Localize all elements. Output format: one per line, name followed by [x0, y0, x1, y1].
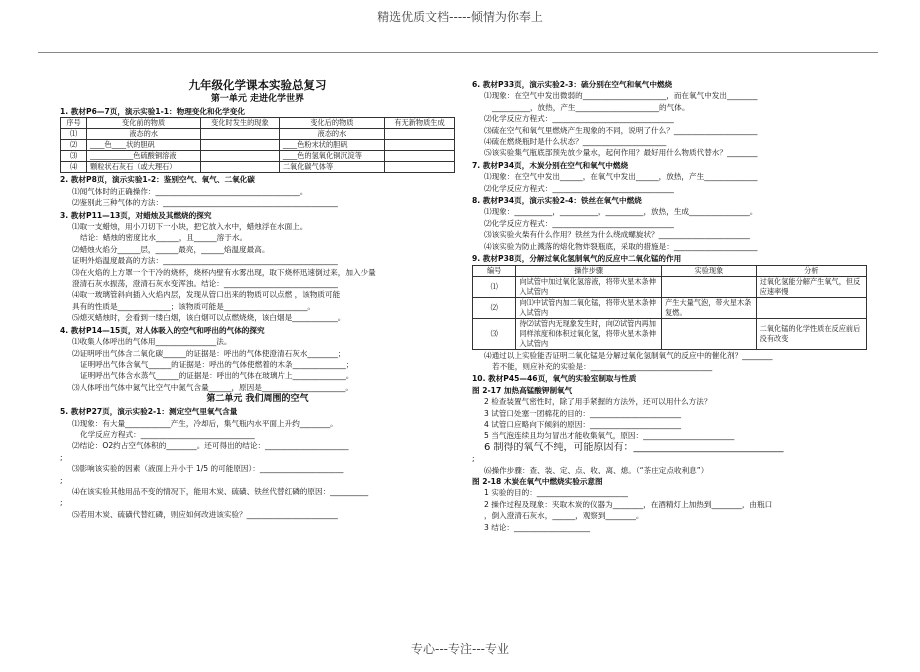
table-cell	[662, 276, 757, 297]
table-row	[61, 140, 455, 151]
table-cell: 产生大量气泡，带火星木条复燃。	[662, 297, 757, 318]
table-row	[61, 129, 455, 140]
question-line: ⑷通过以上实验能否证明二氧化锰是分解过氧化氢制氧气的反应中的催化剂？________	[484, 350, 773, 360]
table-cell: ⑴	[473, 276, 516, 297]
table-mno2-catalyst	[472, 265, 867, 350]
table-cell: 液态的水	[279, 129, 384, 140]
question-line: ;	[60, 498, 63, 508]
question-line: ⑶影响该实验的因素（液面上升小于 1/5 的可能原因）：______________________	[72, 464, 344, 474]
table-row	[473, 318, 867, 349]
table-cell: ⑶	[61, 151, 87, 162]
page-header: 精选优质文档-----倾情为你奉上	[377, 10, 543, 24]
table-cell: ____色的氢氧化铜沉淀等	[279, 151, 384, 162]
right-column	[472, 78, 867, 533]
question-line: ⑸该实验集气瓶底部预先放少量水，起何作用？最好用什么物质代替水？________	[484, 148, 758, 158]
question-line: 3 试管口处塞一团棉花的目的：________________________	[484, 408, 682, 418]
table-cell: 待⑵试管内无现象发生时，向⑵试管内再加同样浓度和体积过氧化氢，将带火星木条伸入试管内	[516, 318, 662, 349]
doc-title: 九年级化学课本实验总复习	[188, 78, 327, 92]
table-cell: 二氧化碳气体等	[279, 162, 384, 173]
table-row	[473, 297, 867, 318]
page-footer: 专心---专注---专业	[411, 642, 509, 656]
table-header-row	[473, 265, 867, 276]
unit-1-heading: 第一单元 走进化学世界	[210, 94, 305, 104]
question-line: 2 检查装置气密性时，除了用手紧握的方法外，还可以用什么方法？	[484, 397, 712, 407]
question-10: 10. 教材P45—46页，氧气的实验室制取与性质	[472, 374, 637, 384]
question-line: ⑴现象：__________，__________，__________，放热，生成________________。	[484, 207, 758, 217]
table-cell	[201, 140, 280, 151]
table-cell: 向试管中加过氧化氢溶液，将带火星木条伸入试管内	[516, 276, 662, 297]
table-cell: ⑶	[473, 318, 516, 349]
question-line: ⑵化学反应方程式：________________________________	[484, 114, 674, 124]
question-9: 9. 教材P38页，分解过氧化氢制氧气的反应中二氧化锰的作用	[472, 254, 682, 264]
question-6: 6. 教材P33页，演示实验2-3：硫分别在空气和氧气中燃烧	[472, 80, 673, 89]
table-header-cell: 实验现象	[662, 265, 757, 276]
question-2: 2. 教材P8页，演示实验1-2：鉴别空气、氧气、二氧化碳	[60, 175, 255, 185]
table-cell: 液态的水	[87, 129, 201, 140]
question-line: 结论：蜡烛的密度比水______，且______溶于水。	[80, 233, 248, 243]
table-cell	[384, 162, 454, 173]
question-line: 4 试管口应略向下倾斜的原因：________________________	[484, 419, 682, 429]
question-line: 1 实验的目的：________________________	[484, 488, 628, 498]
table-header-cell: 变化时发生的现象	[201, 118, 280, 129]
question-line: ⑵结论：O2约占空气体积的________。还可得出的结论：______________________	[72, 441, 349, 451]
table-cell	[201, 129, 280, 140]
question-line: ⑵证明呼出气体含二氧化碳______的证据是：呼出的气体使澄清石灰水________；	[72, 348, 346, 358]
table-header-cell: 编号	[473, 265, 516, 276]
table-header-cell: 分析	[756, 265, 866, 276]
question-4: 4. 教材P14—15页，对人体吸入的空气和呼出的气体的探究	[60, 325, 265, 335]
question-line: ;	[60, 452, 63, 462]
question-line: ⑵鉴别此三种气体的方法：______________________________________________	[72, 198, 338, 208]
table-cell	[201, 151, 280, 162]
question-line: ⑷在该实验其他用品不变的情况下，能用木炭、硫磺、铁丝代替红磷的原因：__________	[72, 486, 369, 496]
question-line: 证明呼出气体含氧气______的证据是：呼出的气体使燃着的木条______________；	[80, 359, 354, 369]
question-line: ⑶硫在空气和氧气里燃烧产生现象的不同，说明了什么？______________________	[484, 125, 758, 135]
question-1: 1. 教材P6—7页，演示实验1-1：物理变化和化学变化	[60, 107, 245, 116]
question-line: ⑴闻气体时的正确操作：______________________________________。	[72, 186, 308, 196]
table-cell	[662, 318, 757, 349]
table-header-cell: 序号	[61, 118, 87, 129]
question-8: 8. 教材P34页，演示实验2-4：铁丝在氧气中燃烧	[472, 196, 642, 206]
table-cell: ____色____状的胆矾	[87, 140, 201, 151]
question-line: 具有的性质是______________；该物质可能是______________________。	[72, 301, 315, 311]
table-row	[61, 162, 455, 173]
table-header-cell: 有无新物质生成	[384, 118, 454, 129]
table-header-cell: 变化前的物质	[87, 118, 201, 129]
question-line: 化学反应方程式：______________________________	[80, 429, 255, 439]
question-line: ;	[60, 475, 63, 485]
question-line: ;	[472, 454, 475, 464]
table-cell: 向⑴中试管内加二氧化锰，将带火星木条伸入试管内	[516, 297, 662, 318]
question-line: 若不能，则应补充的实验是：________________________________	[492, 361, 713, 371]
question-line: ⑷该实验为防止溅落的熔化物炸裂瓶底，采取的措施是：______________________	[484, 241, 758, 251]
table-cell	[384, 140, 454, 151]
question-line: ⑶人体呼出气体中氮气比空气中氮气含量______，原因是______________________。	[72, 382, 353, 392]
table-cell: ⑵	[473, 297, 516, 318]
unit-2-heading: 第二单元 我们周围的空气	[206, 394, 309, 405]
question-line: 6 制得的氧气不纯，可能原因有：______________________________	[484, 441, 784, 453]
question-line: ⑸若用木炭、硫磺代替红磷，则应如何改进该实验？________________________	[72, 509, 338, 519]
question-line: 证明外焰温度最高的方法：______________________________________________	[72, 256, 338, 266]
table-cell	[384, 151, 454, 162]
question-line: __________，放热，产生______________________的气体。	[492, 102, 690, 112]
question-line: 证明呼出气体含水蒸气______的证据是：呼出的气体在玻璃片上______________。	[80, 371, 354, 381]
table-cell: 二氧化锰的化学性质在反应前后没有改变	[756, 318, 866, 349]
question-line: ⑸熄灭蜡烛时，会看到一缕白烟，该白烟可以点燃烧烧，该白烟是____________。	[72, 313, 346, 323]
table-cell	[384, 129, 454, 140]
question-line: ⑹操作步骤：查、装、定、点、收、离、熄。（“茶庄定点收利息”）	[484, 465, 709, 475]
table-cell: ____色粉末状的胆矾	[279, 140, 384, 151]
question-line: ，倒入澄清石灰水，______，观察到________。	[484, 511, 644, 521]
question-line: ⑴现象：在空气中发出______，在氧气中发出______，放热，产生______________	[484, 172, 758, 182]
question-line: 澄清石灰水振荡，澄清石灰水变浑浊。结论：______________________________	[72, 279, 338, 289]
header-divider	[38, 52, 878, 53]
question-line: ⑶该实验火柴有什么作用？铁丝为什么绕成螺旋状？________________________	[484, 230, 750, 240]
table-cell: 颗粒状石灰石（或大理石）	[87, 162, 201, 173]
question-7: 7. 教材P34页，木炭分别在空气和氧气中燃烧	[472, 160, 629, 170]
figure-caption-2-17: 图 2-17 加热高锰酸钾制氧气	[472, 385, 573, 395]
table-cell: ⑵	[61, 140, 87, 151]
table-cell: 过氧化氢能分解产生氧气，但反应速率慢	[756, 276, 866, 297]
question-5: 5. 教材P27页，演示实验2-1：测定空气里氧气含量	[60, 407, 238, 417]
question-line: ⑵化学反应方程式：________________________________	[484, 183, 674, 193]
question-line: ⑴收集人体呼出的气体用________________法。	[72, 337, 232, 347]
question-line: ⑷硫在燃烧瓶时是什么状态？______________________	[484, 137, 667, 147]
table-header-cell: 操作步骤	[516, 265, 662, 276]
question-line: 5 当气泡连续且均匀冒出才能收集氧气，原因：________________________	[484, 431, 735, 441]
table-row	[61, 151, 455, 162]
question-line: 3 结论：____________________	[484, 522, 590, 532]
figure-caption-2-18: 图 2-18 木炭在氧气中燃烧实验示意图	[472, 476, 603, 486]
question-3: 3. 教材P11—13页，对蜡烛及其燃烧的探究	[60, 210, 212, 220]
question-line: ⑴取一支蜡烛，用小刀切下一小块，把它放入水中，蜡烛浮在水面上。	[72, 222, 308, 232]
table-header-cell: 变化后的物质	[279, 118, 384, 129]
table-cell: ____________色硫酸铜溶液	[87, 151, 201, 162]
table-cell	[756, 297, 866, 318]
question-line: ⑵蜡烛火焰分______层，______最亮，______焰温度最高。	[72, 244, 270, 254]
table-cell: ⑷	[61, 162, 87, 173]
table-row	[473, 276, 867, 297]
table-header-row	[61, 118, 455, 129]
question-line: ⑴现象：有大量____________产生，冷却后，集气瓶内水平面上升约________。	[72, 418, 338, 428]
question-line: ⑶在火焰的上方罩一个干冷的烧杯，烧杯内壁有水雾出现，取下烧杯迅速倒过来，加入少量	[72, 267, 376, 277]
table-cell	[201, 162, 280, 173]
question-line: 2 操作过程及现象：夹取木炭的仪器为________，在酒精灯上加热到________，由瓶口	[484, 499, 773, 509]
question-line: ⑷取一玻璃管斜向插入火焰内层，发现从管口出来的物质可以点燃 ，该物质可能	[72, 290, 341, 300]
table-cell: ⑴	[61, 129, 87, 140]
question-line: ⑴现象：在空气中发出微弱的______________________，而在氧气中发出________	[484, 91, 758, 101]
left-column	[60, 78, 455, 520]
question-line: ⑵化学反应方程式：________________________________	[484, 218, 674, 228]
table-physical-chemical-change	[60, 117, 455, 173]
